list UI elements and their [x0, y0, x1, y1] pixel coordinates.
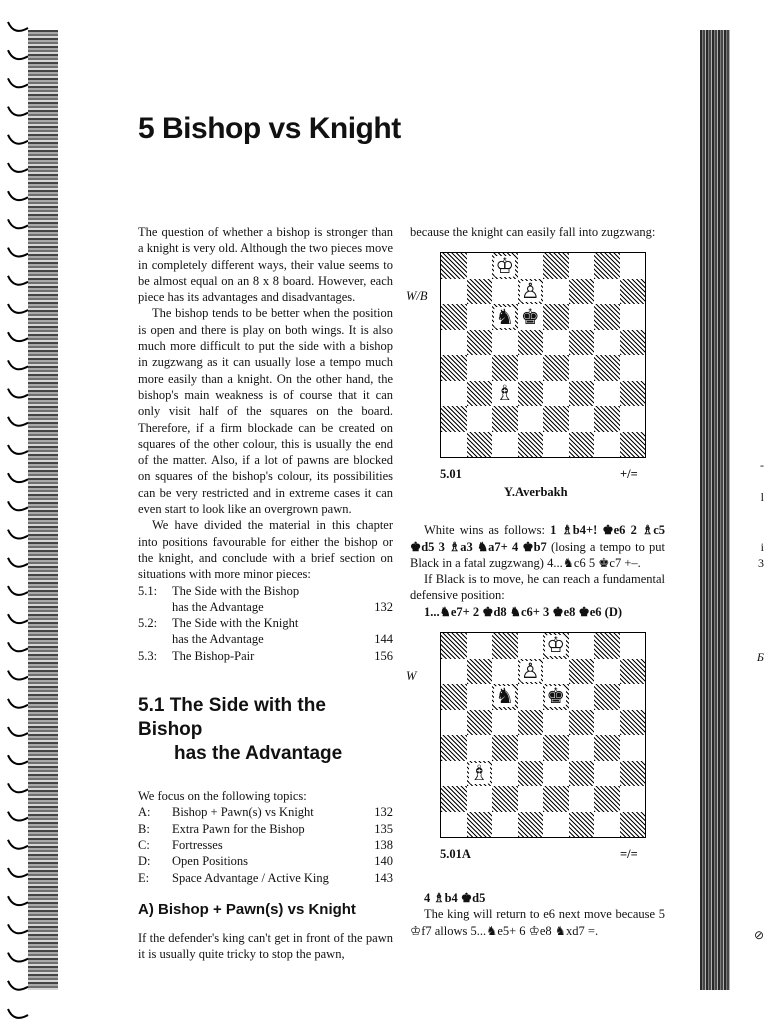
black-king-icon: ♚	[520, 304, 540, 329]
spiral-hook	[8, 614, 28, 623]
spiral-hook	[8, 22, 28, 31]
board-square	[441, 659, 467, 685]
board-square	[518, 355, 544, 381]
toc-row	[138, 615, 393, 631]
black-king-icon: ♚	[546, 684, 566, 709]
margin-mark: 3	[758, 556, 764, 570]
black-knight-icon: ♞	[495, 304, 515, 329]
board-square	[518, 304, 544, 330]
board-square	[492, 633, 518, 659]
board-square	[518, 279, 544, 305]
bishop-paragraph: The bishop tends to be better when the position is open and there is play on both wings. It is also much more difficult to put the side with a bishop in zugzwang as it can usually lose a tempo much more easily than a knight. On the other hand, the bishop's main weakness is of course that it can only visit half of the squares on the board. Therefore, if a firm blockade can be created on squares of the other colour, this is usually the end of the matter. Also, if a lot of pawns are blocked on squares of the bishop's colour, its possibilities can be very restricted and in extreme cases it can even start to look like an overgrown pawn.	[138, 306, 393, 517]
spiral-hook	[8, 1009, 28, 1018]
board-square	[620, 355, 646, 381]
board-square	[467, 684, 493, 710]
board-square	[467, 812, 493, 838]
board-square	[492, 253, 518, 279]
board-square	[467, 710, 493, 736]
toc-num: 5.1:	[138, 583, 158, 598]
board-square	[620, 279, 646, 305]
spiral-binding	[0, 0, 60, 1024]
board-square	[467, 406, 493, 432]
board-square	[441, 279, 467, 305]
margin-mark: ⊘	[753, 928, 764, 942]
board-square	[594, 786, 620, 812]
spiral-hook	[8, 642, 28, 651]
topic-label: Fortresses	[172, 837, 223, 852]
white-king-icon: ♔	[546, 633, 566, 658]
board-square	[594, 735, 620, 761]
spiral-hook	[8, 276, 28, 285]
board-square	[518, 761, 544, 787]
board-square	[543, 659, 569, 685]
spiral-hook	[8, 389, 28, 398]
board-square	[543, 279, 569, 305]
topic-row	[138, 837, 393, 853]
board-square	[543, 761, 569, 787]
spiral-hook	[8, 50, 28, 59]
board-square	[569, 253, 595, 279]
margin-mark: Б	[756, 650, 764, 664]
spiral-hook	[8, 304, 28, 313]
spiral-hook	[8, 783, 28, 792]
board-square	[569, 406, 595, 432]
board-square	[543, 432, 569, 458]
spiral-hook	[8, 868, 28, 877]
board-square	[441, 735, 467, 761]
board-square	[620, 659, 646, 685]
board-square	[543, 786, 569, 812]
spiral-hook	[8, 501, 28, 510]
board-square	[441, 633, 467, 659]
toc-row	[138, 583, 393, 599]
topic-num: B:	[138, 821, 150, 836]
spiral-hook	[8, 924, 28, 933]
diagram-evaluation: =/=	[620, 847, 638, 862]
board-square	[594, 253, 620, 279]
board-square	[569, 279, 595, 305]
board-square	[594, 812, 620, 838]
spiral-hook	[8, 699, 28, 708]
board-square	[492, 735, 518, 761]
topic-num: C:	[138, 837, 150, 852]
topics-list	[138, 804, 393, 885]
toc-label: The Side with the Bishop	[172, 583, 300, 598]
spiral-hook	[8, 727, 28, 736]
board-square	[441, 684, 467, 710]
margin-mark: -	[760, 458, 764, 472]
section-heading	[138, 694, 393, 766]
section-heading-line2: has the Advantage	[174, 743, 343, 765]
zugzwang-paragraph: because the knight can easily fall into zugzwang:	[410, 225, 656, 239]
board-square	[441, 304, 467, 330]
board-square	[518, 253, 544, 279]
board-square	[467, 659, 493, 685]
spiral-hook	[8, 163, 28, 172]
board-square	[518, 633, 544, 659]
topic-num: D:	[138, 854, 151, 869]
spiral-hook	[8, 135, 28, 144]
pawn-paragraph: If the defender's king can't get in front of the pawn it is usually quite tricky to stop the pawn,	[138, 931, 393, 962]
toc-label: The Bishop-Pair	[172, 648, 255, 663]
board-square	[492, 812, 518, 838]
board-square	[594, 761, 620, 787]
spiral-hook	[8, 896, 28, 905]
board-square	[441, 381, 467, 407]
margin-mark: l	[760, 490, 764, 504]
board-square	[467, 279, 493, 305]
continuation-moves: 4 ♗b4 ♚d5	[424, 891, 486, 906]
topic-num: E:	[138, 870, 150, 885]
board-square	[467, 355, 493, 381]
board-square	[594, 304, 620, 330]
board-square	[543, 735, 569, 761]
toc-page: 144	[374, 632, 393, 647]
toc-row	[138, 631, 393, 647]
board-square	[620, 304, 646, 330]
toc-row	[138, 599, 393, 615]
subsection-heading: A) Bishop + Pawn(s) vs Knight	[138, 900, 356, 918]
board-square	[467, 381, 493, 407]
board-square	[441, 710, 467, 736]
board-square	[492, 710, 518, 736]
board-square	[467, 735, 493, 761]
spiral-hook	[8, 840, 28, 849]
board-square	[518, 330, 544, 356]
topic-label: Open Positions	[172, 854, 249, 869]
solution-suffix: (losing a tempo to put Black in a fatal zugzwang) 4...♞c6 5 ♚c7 +–.	[410, 539, 665, 570]
spiral-hook	[8, 360, 28, 369]
board-square	[492, 786, 518, 812]
spiral-hook	[8, 586, 28, 595]
board-square	[441, 330, 467, 356]
board-square	[569, 355, 595, 381]
topic-row	[138, 821, 393, 837]
board-square	[620, 253, 646, 279]
board-square	[492, 304, 518, 330]
board-square	[492, 659, 518, 685]
board-square	[543, 330, 569, 356]
topic-page: 138	[374, 837, 393, 852]
topic-row	[138, 804, 393, 820]
division-paragraph: We have divided the material in this chapter into positions favourable for either the bishop or the knight, and conclude with a brief section on situations with more minor pieces:	[138, 518, 393, 582]
board-square	[620, 735, 646, 761]
topic-page: 143	[374, 870, 393, 885]
chess-board	[440, 252, 646, 458]
board-square	[518, 735, 544, 761]
white-pawn-icon: ♙	[520, 279, 540, 304]
topic-label: Space Advantage / Active King	[172, 870, 329, 885]
board-square	[594, 279, 620, 305]
board-square	[594, 710, 620, 736]
white-pawn-icon: ♙	[520, 658, 540, 683]
board-square	[594, 684, 620, 710]
board-square	[543, 381, 569, 407]
spiral-hook	[8, 445, 28, 454]
spiral-hook	[8, 558, 28, 567]
spiral-hook	[8, 755, 28, 764]
right-column	[406, 224, 665, 939]
board-square	[620, 812, 646, 838]
spiral-hook	[8, 78, 28, 87]
board-square	[569, 432, 595, 458]
board-square	[518, 710, 544, 736]
board-square	[467, 761, 493, 787]
board-square	[569, 812, 595, 838]
board-square	[441, 355, 467, 381]
margin-mark: i	[760, 540, 764, 554]
topic-label: Extra Pawn for the Bishop	[172, 821, 305, 836]
intro-paragraph: The question of whether a bishop is stronger than a knight is very old. Although the two pieces move in completely different ways, their value seems to be almost equal on an 8 x 8 board. However, each piece has its advantages and disadvantages.	[138, 225, 393, 305]
board-square	[441, 786, 467, 812]
chapter-toc	[138, 583, 393, 664]
board-square	[594, 659, 620, 685]
toc-page: 156	[374, 648, 393, 663]
board-square	[620, 684, 646, 710]
white-bishop-icon: ♗	[495, 381, 515, 406]
board-square	[543, 710, 569, 736]
left-column	[138, 224, 393, 963]
board-square	[620, 761, 646, 787]
board-square	[620, 710, 646, 736]
topic-page: 140	[374, 854, 393, 869]
toc-page: 132	[374, 599, 393, 614]
board-square	[441, 761, 467, 787]
white-bishop-icon: ♗	[469, 760, 489, 785]
page-edge-shadow	[700, 30, 730, 990]
cropped-margin-marks	[730, 0, 768, 1024]
spiral-hook	[8, 473, 28, 482]
chess-diagram-1	[406, 252, 670, 516]
spiral-hook	[8, 812, 28, 821]
board-square	[518, 406, 544, 432]
board-square	[594, 406, 620, 432]
section-heading-line1: 5.1 The Side with the Bishop	[138, 695, 326, 741]
board-square	[543, 355, 569, 381]
white-king-icon: ♔	[495, 253, 515, 278]
spiral-hook	[8, 107, 28, 116]
board-square	[441, 253, 467, 279]
solution-paragraph	[410, 522, 665, 571]
chess-board	[440, 632, 646, 838]
diagram-number: 5.01	[440, 467, 462, 482]
toc-label: has the Advantage	[172, 599, 264, 614]
diagram-number: 5.01A	[440, 847, 471, 862]
spiral-hook	[8, 530, 28, 539]
board-square	[594, 432, 620, 458]
topic-num: A:	[138, 805, 151, 820]
board-square	[492, 684, 518, 710]
board-square	[543, 633, 569, 659]
spiral-hook	[8, 219, 28, 228]
defence-moves: 1...♞e7+ 2 ♚d8 ♞c6+ 3 ♚e8 ♚e6 (D)	[424, 604, 623, 619]
board-square	[518, 659, 544, 685]
toc-label: The Side with the Knight	[172, 616, 299, 631]
board-square	[543, 812, 569, 838]
diagram-side-to-move: W	[406, 669, 417, 684]
solution-prefix: White wins as follows:	[424, 523, 551, 538]
board-square	[620, 633, 646, 659]
board-square	[467, 786, 493, 812]
board-square	[620, 381, 646, 407]
spiral-hook	[8, 953, 28, 962]
board-square	[569, 786, 595, 812]
topic-page: 135	[374, 821, 393, 836]
board-square	[467, 432, 493, 458]
spiral-hook	[8, 981, 28, 990]
diagram-author: Y.Averbakh	[504, 485, 568, 500]
board-square	[492, 432, 518, 458]
board-square	[492, 330, 518, 356]
toc-label: has the Advantage	[172, 632, 264, 647]
black-knight-icon: ♞	[495, 684, 515, 709]
board-square	[467, 253, 493, 279]
board-square	[569, 381, 595, 407]
conclusion-paragraph: The king will return to e6 next move because 5 ♔f7 allows 5...♞e5+ 6 ♔e8 ♞xd7 =.	[410, 907, 665, 938]
spiral-hook	[8, 191, 28, 200]
board-square	[543, 406, 569, 432]
board-square	[569, 659, 595, 685]
board-square	[543, 304, 569, 330]
toc-num: 5.3:	[138, 648, 158, 663]
board-square	[467, 633, 493, 659]
board-square	[492, 279, 518, 305]
diagram-evaluation: +/=	[620, 467, 638, 482]
toc-row	[138, 648, 393, 664]
board-square	[620, 432, 646, 458]
board-square	[569, 735, 595, 761]
diagram-side-to-move: W/B	[406, 289, 428, 304]
board-square	[543, 253, 569, 279]
board-square	[594, 355, 620, 381]
board-square	[569, 304, 595, 330]
board-square	[441, 406, 467, 432]
chess-diagram-2	[406, 632, 670, 896]
board-square	[518, 684, 544, 710]
board-square	[492, 406, 518, 432]
spiral-hook	[8, 417, 28, 426]
topics-intro: We focus on the following topics:	[138, 789, 307, 804]
board-square	[569, 633, 595, 659]
board-square	[492, 355, 518, 381]
board-square	[569, 330, 595, 356]
board-square	[543, 684, 569, 710]
board-square	[594, 330, 620, 356]
spiral-hook	[8, 248, 28, 257]
toc-num: 5.2:	[138, 616, 158, 631]
defence-paragraph: If Black is to move, he can reach a fundamental defensive position:	[410, 572, 665, 603]
spiral-hook	[8, 671, 28, 680]
chapter-title: 5 Bishop vs Knight	[138, 112, 401, 145]
board-square	[441, 812, 467, 838]
board-square	[467, 330, 493, 356]
topic-row	[138, 853, 393, 869]
board-square	[518, 432, 544, 458]
topic-page: 132	[374, 805, 393, 820]
board-square	[569, 710, 595, 736]
board-square	[518, 812, 544, 838]
board-square	[569, 761, 595, 787]
board-square	[492, 761, 518, 787]
binding-strip	[28, 30, 58, 990]
board-square	[594, 633, 620, 659]
board-square	[620, 786, 646, 812]
board-square	[518, 381, 544, 407]
board-square	[492, 381, 518, 407]
board-square	[441, 432, 467, 458]
board-square	[620, 330, 646, 356]
board-square	[594, 381, 620, 407]
board-square	[620, 406, 646, 432]
topic-label: Bishop + Pawn(s) vs Knight	[172, 805, 314, 820]
board-square	[518, 786, 544, 812]
spiral-hook	[8, 332, 28, 341]
solution-moves: 1 ♗b4+! ♚e6 2 ♗c5 ♚d5 3 ♗a3 ♞a7+ 4 ♚b7	[410, 523, 665, 554]
board-square	[467, 304, 493, 330]
topic-row	[138, 870, 393, 886]
board-square	[569, 684, 595, 710]
